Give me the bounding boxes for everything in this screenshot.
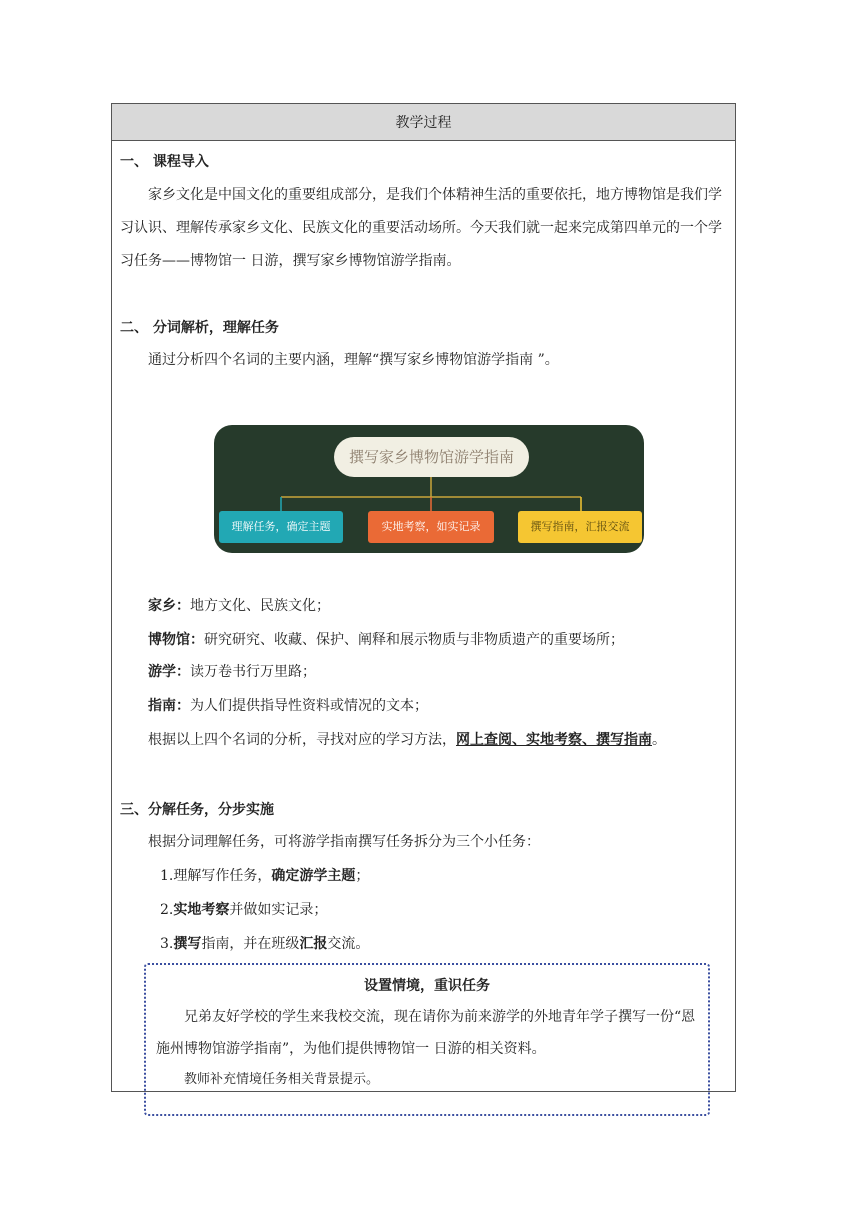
term-definition: 地方文化、民族文化；: [190, 598, 330, 614]
diagram-root: 撰写家乡博物馆游学指南: [334, 437, 529, 477]
term-hometown: [148, 591, 330, 621]
term-museum: [148, 625, 624, 655]
term-label: 游学：: [148, 664, 190, 680]
section-3-intro: 根据分词理解任务，可将游学指南撰写任务拆分为三个小任务：: [148, 834, 540, 850]
section-1-paragraph: 家乡文化是中国文化的重要组成部分，是我们个体精神生活的重要依托，地方博物馆是我们学习认识、理解传承家乡文化、民族文化的重要活动场所。今天我们就一起来完成第四单元的一个学习任务——博物馆一 日游，撰写家乡博物馆游学指南。: [120, 187, 722, 269]
term-label: 博物馆：: [148, 632, 204, 648]
task-item-bold: 确定游学主题: [271, 868, 356, 884]
table-header: [112, 104, 735, 141]
term-label: 家乡：: [148, 598, 190, 614]
task-item-text: 指南，并在班级: [201, 936, 300, 952]
task-item-text: ；: [355, 868, 370, 884]
task-item-text: 3.: [160, 936, 174, 952]
summary-suffix: 。: [652, 732, 666, 748]
term-study-tour: [148, 657, 316, 687]
summary-methods: 网上查阅、实地考察、撰写指南: [456, 732, 652, 748]
scenario-text: 兄弟友好学校的学生来我校交流，现在请你为前来游学的外地青年学子撰写一份“恩施州博物馆游学指南”，为他们提供博物馆一 日游的相关资料。: [156, 1009, 696, 1057]
teaching-process-table: [111, 103, 736, 1092]
section-1-title: 一、 课程导入: [120, 154, 209, 170]
task-item-1: [160, 861, 369, 891]
scenario-box: [144, 963, 710, 1116]
task-diagram: [214, 425, 644, 553]
task-item-bold: 实地考察: [173, 902, 230, 918]
task-item-bold: 汇报: [299, 936, 328, 952]
summary-prefix: 根据以上四个名词的分析，寻找对应的学习方法，: [148, 732, 456, 748]
section-2-title: 二、 分词解析，理解任务: [120, 320, 279, 336]
diagram-node-write: 撰写指南，汇报交流: [518, 511, 642, 543]
scenario-title: 设置情境，重识任务: [364, 978, 490, 994]
term-guide: [148, 691, 428, 721]
task-item-text: 交流。: [327, 936, 370, 952]
task-item-3: [160, 929, 369, 959]
task-item-2: [160, 895, 327, 925]
term-definition: 为人们提供指导性资料或情况的文本；: [190, 698, 428, 714]
scenario-note: 教师补充情境任务相关背景提示。: [184, 1072, 380, 1087]
header-title: 教学过程: [395, 115, 452, 131]
term-label: 指南：: [148, 698, 190, 714]
task-item-text: 2.: [160, 902, 174, 918]
task-item-text: 并做如实记录；: [229, 902, 328, 918]
diagram-node-understand: 理解任务，确定主题: [219, 511, 343, 543]
term-definition: 读万卷书行万里路；: [190, 664, 316, 680]
task-item-text: 1.理解写作任务，: [160, 868, 272, 884]
section-3-title: 三、分解任务，分步实施: [120, 802, 274, 818]
section-2-intro: 通过分析四个名词的主要内涵，理解“撰写家乡博物馆游学指南 ”。: [148, 352, 559, 368]
summary-line: [148, 725, 666, 755]
term-definition: 研究研究、收藏、保护、阐释和展示物质与非物质遗产的重要场所；: [204, 632, 624, 648]
diagram-node-investigate: 实地考察，如实记录: [368, 511, 494, 543]
task-item-bold: 撰写: [173, 936, 202, 952]
